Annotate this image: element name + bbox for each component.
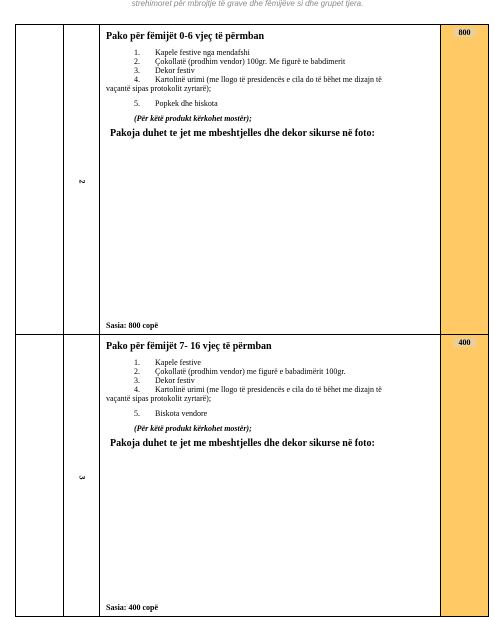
packaging-photo-text: Pakoja duhet te jet me mbeshtjelles dhe dekor sikurse në foto: bbox=[110, 128, 375, 139]
list-item: 2. Çokollatë (prodhim vendor) 100gr. Me figurë te babdimerit bbox=[134, 57, 346, 66]
quantity-text: Sasia: 400 copë bbox=[106, 603, 158, 612]
description-cell bbox=[100, 25, 441, 335]
quantity-text: Sasia: 800 copë bbox=[106, 321, 158, 330]
table-row bbox=[16, 25, 489, 335]
blank-cell bbox=[16, 25, 64, 335]
packaging-photo-text: Pakoja duhet te jet me mbeshtjelles dhe dekor sikurse në foto: bbox=[110, 438, 375, 449]
list-item: 3. Dekor festiv bbox=[134, 376, 195, 385]
quantity-value: 400 bbox=[454, 338, 476, 347]
quantity-value: 800 bbox=[454, 28, 476, 37]
blank-cell bbox=[16, 335, 64, 617]
package-title: Pako për fëmijët 7- 16 vjeç të përmban bbox=[106, 341, 272, 352]
sample-note: (Për këtë produkt kërkohet mostër); bbox=[134, 114, 252, 123]
quantity-cell bbox=[441, 335, 489, 617]
item-list bbox=[100, 48, 440, 108]
row-number-cell bbox=[64, 335, 100, 617]
specification-table bbox=[15, 24, 489, 617]
package-title: Pako për fëmijët 0-6 vjeç të përmban bbox=[106, 31, 265, 42]
page-header-text: strehimoret për mbrojtje të grave dhe fëmijëve si dhe grupet tjera. bbox=[131, 0, 364, 8]
list-item: 4. Kartolinë urimi (me llogo të presidencës e cila do të bëhet me dizajn të vaçantë sipas protokolit zyrtarë); bbox=[106, 385, 382, 403]
description-cell bbox=[100, 335, 441, 617]
list-item: 5. Popkek dhe biskota bbox=[134, 99, 218, 108]
list-item: 1. Kapele festive bbox=[134, 358, 201, 367]
item-list bbox=[100, 358, 440, 418]
row-number-cell bbox=[64, 25, 100, 335]
quantity-cell bbox=[441, 25, 489, 335]
list-item: 2. Çokollatë (prodhim vendor) me figurë e babadimërit 100gr. bbox=[134, 367, 346, 376]
list-item: 5. Biskota vendore bbox=[134, 409, 208, 418]
list-item: 4. Kartolinë urimi (me llogo të presidencës e cila do të bëhet me dizajn të vaçantë sipas protokolit zyrtarë); bbox=[106, 75, 382, 93]
list-item: 3. Dekor festiv bbox=[134, 66, 195, 75]
table-row bbox=[16, 335, 489, 617]
row-number: 3 bbox=[77, 475, 86, 479]
sample-note: (Për këtë produkt kërkohet mostër); bbox=[134, 424, 252, 433]
row-number: 2 bbox=[77, 179, 86, 183]
list-item: 1. Kapele festive nga mendafshi bbox=[134, 48, 250, 57]
